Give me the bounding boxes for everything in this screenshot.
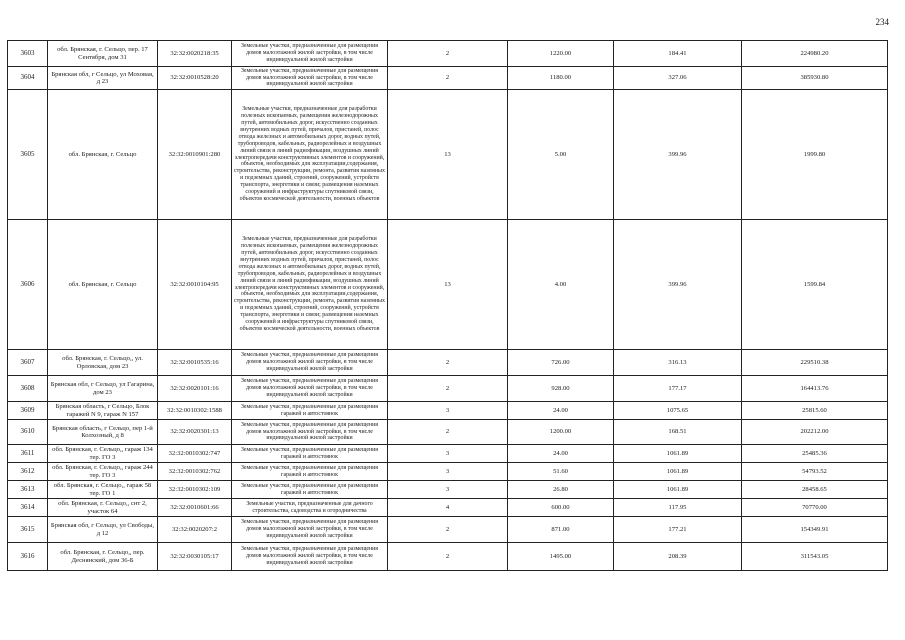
group-cell: 3 [388, 445, 508, 463]
cadastral-number-cell: 32:32:0020101:16 [158, 376, 232, 402]
cadastral-number-cell: 32:32:0010901:280 [158, 90, 232, 220]
table-row [8, 67, 888, 90]
cadastral-number-cell: 32:32:0030105:17 [158, 543, 232, 571]
table-row [8, 350, 888, 376]
group-cell: 2 [388, 376, 508, 402]
cadastral-value-cell: 202212.00 [742, 420, 888, 445]
land-use-cell: Земельные участки, предназначенные для размещения домов малоэтажной жилой застройки, в том числе индивидуальной жилой застройки [232, 420, 388, 445]
land-use-cell: Земельные участки, предназначенные для размещения домов малоэтажной жилой застройки, в том числе индивидуальной жилой застройки [232, 350, 388, 376]
area-cell: 1495.00 [508, 543, 614, 571]
table-row [8, 420, 888, 445]
cadastral-value-cell: 154349.91 [742, 517, 888, 543]
cadastral-number-cell: 32:32:0020301:13 [158, 420, 232, 445]
row-number: 3613 [8, 481, 48, 499]
rate-cell: 177.21 [614, 517, 742, 543]
rate-cell: 168.51 [614, 420, 742, 445]
cadastral-number-cell: 32:32:0010104:95 [158, 220, 232, 350]
table-row [8, 220, 888, 350]
land-use-cell: Земельные участки, предназначенные для размещения гаражей и автостоянок [232, 402, 388, 420]
area-cell: 1180.00 [508, 67, 614, 90]
area-cell: 928.00 [508, 376, 614, 402]
group-cell: 2 [388, 67, 508, 90]
group-cell: 3 [388, 402, 508, 420]
group-cell: 3 [388, 481, 508, 499]
rate-cell: 399.96 [614, 220, 742, 350]
area-cell: 871.00 [508, 517, 614, 543]
land-use-cell: Земельные участки, предназначенные для разработки полезных ископаемых, размещения железнодорожных путей, автомобильных дорог, искусственно созданных внутренних водных путей, причалов, пристаней, полос отвода железных и автомобильных дорог, водных путей, трубопроводов, кабельных, радиорелейных и воздушных линий связи и линий радиофикации, воздушных линий электропередачи конструктивных элементов и сооружений, объектов, необходимых для эксплуатации,содержания, строительства, реконструкции, ремонта, развития наземных и подземных зданий, строений, сооружений, устройств транспорта, энергетики и связи; размещения наземных сооружений и инфраструктуры спутниковой связи, объектов космической деятельности, военных объектов [232, 90, 388, 220]
table-row [8, 402, 888, 420]
land-use-cell: Земельные участки, предназначенные для размещения домов малоэтажной жилой застройки, в том числе индивидуальной жилой застройки [232, 543, 388, 571]
land-use-cell: Земельные участки, предназначенные для размещения гаражей и автостоянок [232, 481, 388, 499]
table-row [8, 463, 888, 481]
rate-cell: 1061.89 [614, 481, 742, 499]
cadastral-number-cell: 32:32:0010601:66 [158, 499, 232, 517]
address-cell: обл. Брянская, г. Сельцо,, ул. Орловская, дом 23 [48, 350, 158, 376]
cadastral-number-cell: 32:32:0010535:16 [158, 350, 232, 376]
cadastral-value-cell: 224980.20 [742, 41, 888, 67]
area-cell: 5.00 [508, 90, 614, 220]
cadastral-value-cell: 385930.80 [742, 67, 888, 90]
row-number: 3606 [8, 220, 48, 350]
table-row [8, 41, 888, 67]
row-number: 3603 [8, 41, 48, 67]
address-cell: Брянская область, г Сельцо, Блок гаражей N 9, гараж N 157 [48, 402, 158, 420]
group-cell: 2 [388, 543, 508, 571]
rate-cell: 208.39 [614, 543, 742, 571]
area-cell: 24.00 [508, 402, 614, 420]
row-number: 3604 [8, 67, 48, 90]
page-number: 234 [875, 17, 889, 27]
table-row [8, 376, 888, 402]
cadastral-number-cell: 32:32:0010302:747 [158, 445, 232, 463]
land-use-cell: Земельные участки, предназначенные для размещения домов малоэтажной жилой застройки, в том числе индивидуальной жилой застройки [232, 67, 388, 90]
cadastral-number-cell: 32:32:0010302:762 [158, 463, 232, 481]
cadastral-registry-table [7, 40, 888, 571]
table-row [8, 499, 888, 517]
table-row [8, 517, 888, 543]
cadastral-value-cell: 28458.65 [742, 481, 888, 499]
address-cell: Брянская обл, г Сельцо, ул Гагарина, дом 23 [48, 376, 158, 402]
land-use-cell: Земельные участки, предназначенные для размещения домов малоэтажной жилой застройки, в том числе индивидуальной жилой застройки [232, 517, 388, 543]
group-cell: 2 [388, 41, 508, 67]
row-number: 3616 [8, 543, 48, 571]
area-cell: 51.60 [508, 463, 614, 481]
cadastral-number-cell: 32:32:0010302:1588 [158, 402, 232, 420]
address-cell: обл. Брянская, г. Сельцо,, гараж 58 тер. ГО 1 [48, 481, 158, 499]
rate-cell: 1061.89 [614, 445, 742, 463]
rate-cell: 184.41 [614, 41, 742, 67]
cadastral-number-cell: 32:32:0020207:2 [158, 517, 232, 543]
land-use-cell: Земельные участки, предназначенные для дачного строительства, садоводства и огородничества [232, 499, 388, 517]
row-number: 3611 [8, 445, 48, 463]
land-use-cell: Земельные участки, предназначенные для размещения домов малоэтажной жилой застройки, в том числе индивидуальной жилой застройки [232, 376, 388, 402]
land-use-cell: Земельные участки, предназначенные для размещения домов малоэтажной жилой застройки, в том числе индивидуальной жилой застройки [232, 41, 388, 67]
area-cell: 600.00 [508, 499, 614, 517]
cadastral-number-cell: 32:32:0010528:20 [158, 67, 232, 90]
cadastral-value-cell: 70770.00 [742, 499, 888, 517]
cadastral-value-cell: 1599.84 [742, 220, 888, 350]
area-cell: 26.80 [508, 481, 614, 499]
row-number: 3612 [8, 463, 48, 481]
rate-cell: 399.96 [614, 90, 742, 220]
land-use-cell: Земельные участки, предназначенные для разработки полезных ископаемых, размещения железнодорожных путей, автомобильных дорог, искусственно созданных внутренних водных путей, причалов, пристаней, полос отвода железных и автомобильных дорог, водных путей, трубопроводов, кабельных, радиорелейных и воздушных линий связи и линий радиофикации, воздушных линий электропередачи конструктивных элементов и сооружений, объектов, необходимых для эксплуатации,содержания, строительства, реконструкции, ремонта, развития наземных и подземных зданий, строений, сооружений, устройств транспорта, энергетики и связи; размещения наземных сооружений и инфраструктуры спутниковой связи, объектов космической деятельности, военных объектов [232, 220, 388, 350]
address-cell: обл. Брянская, г. Сельцо,, гараж 244 тер. ГО 3 [48, 463, 158, 481]
cadastral-number-cell: 32:32:0010302:109 [158, 481, 232, 499]
land-use-cell: Земельные участки, предназначенные для размещения гаражей и автостоянок [232, 463, 388, 481]
group-cell: 2 [388, 350, 508, 376]
cadastral-value-cell: 25815.60 [742, 402, 888, 420]
cadastral-number-cell: 32:32:0020218:35 [158, 41, 232, 67]
row-number: 3615 [8, 517, 48, 543]
address-cell: обл. Брянская, г. Сельцо,, снт 2, участок 64 [48, 499, 158, 517]
rate-cell: 1075.65 [614, 402, 742, 420]
address-cell: обл. Брянская, г. Сельцо [48, 220, 158, 350]
address-cell: Брянская область, г Сельцо, пер 1-й Колхозный, д 8 [48, 420, 158, 445]
row-number: 3614 [8, 499, 48, 517]
table-row [8, 445, 888, 463]
cadastral-value-cell: 229510.38 [742, 350, 888, 376]
group-cell: 3 [388, 463, 508, 481]
row-number: 3610 [8, 420, 48, 445]
address-cell: обл. Брянская, г. Сельцо [48, 90, 158, 220]
rate-cell: 327.06 [614, 67, 742, 90]
cadastral-value-cell: 25485.36 [742, 445, 888, 463]
cadastral-value-cell: 54793.52 [742, 463, 888, 481]
area-cell: 726.00 [508, 350, 614, 376]
address-cell: Брянская обл, г Сельцо, ул Моховая, д 23 [48, 67, 158, 90]
cadastral-value-cell: 311543.05 [742, 543, 888, 571]
group-cell: 13 [388, 90, 508, 220]
group-cell: 2 [388, 420, 508, 445]
cadastral-value-cell: 164413.76 [742, 376, 888, 402]
table-row [8, 481, 888, 499]
cadastral-value-cell: 1999.80 [742, 90, 888, 220]
group-cell: 2 [388, 517, 508, 543]
rate-cell: 316.13 [614, 350, 742, 376]
area-cell: 24.00 [508, 445, 614, 463]
row-number: 3609 [8, 402, 48, 420]
row-number: 3608 [8, 376, 48, 402]
address-cell: обл. Брянская, г. Сельцо, пер. 17 Сентября, дом 31 [48, 41, 158, 67]
group-cell: 13 [388, 220, 508, 350]
table-row [8, 90, 888, 220]
area-cell: 4.00 [508, 220, 614, 350]
land-use-cell: Земельные участки, предназначенные для размещения гаражей и автостоянок [232, 445, 388, 463]
rate-cell: 177.17 [614, 376, 742, 402]
address-cell: обл. Брянская, г. Сельцо,, пер. Деснянский, дом 36-Б [48, 543, 158, 571]
rate-cell: 117.95 [614, 499, 742, 517]
area-cell: 1200.00 [508, 420, 614, 445]
area-cell: 1220.00 [508, 41, 614, 67]
address-cell: обл. Брянская, г. Сельцо,, гараж 134 тер. ГО 3 [48, 445, 158, 463]
rate-cell: 1061.89 [614, 463, 742, 481]
group-cell: 4 [388, 499, 508, 517]
address-cell: Брянская обл, г Сельцо, ул Свободы, д 12 [48, 517, 158, 543]
row-number: 3607 [8, 350, 48, 376]
table-row [8, 543, 888, 571]
row-number: 3605 [8, 90, 48, 220]
